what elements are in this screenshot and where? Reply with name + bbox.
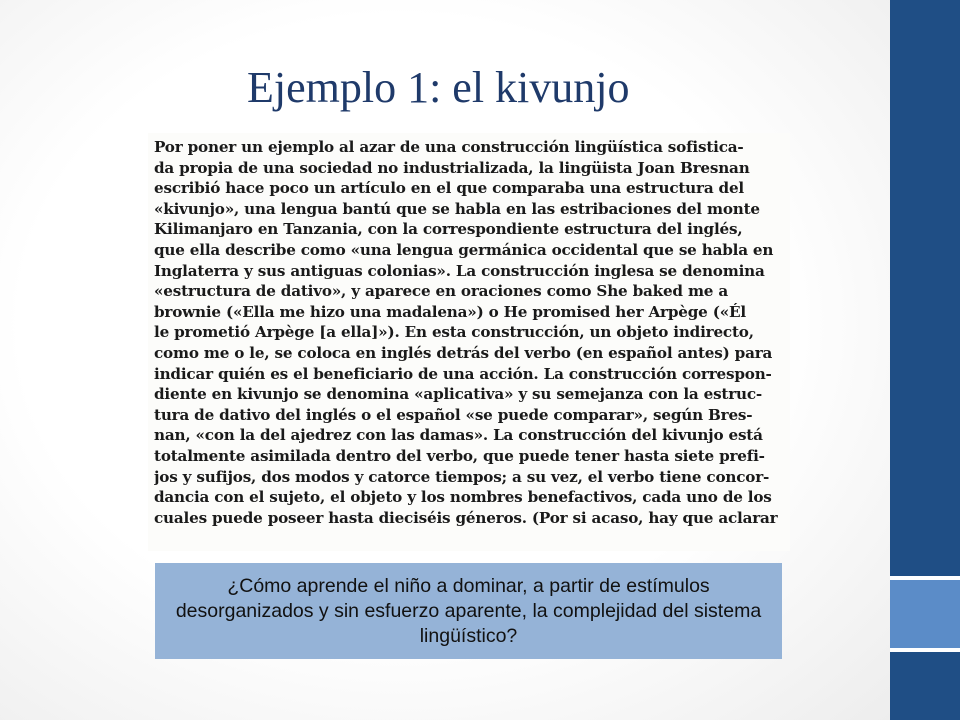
scan-line: como me o le, se coloca en inglés detrás del verbo (en español antes) para	[154, 343, 773, 362]
scan-line: Kilimanjaro en Tanzania, con la correspondiente estructura del inglés,	[154, 220, 743, 239]
scan-line: totalmente asimilada dentro del verbo, que puede tener hasta siete prefi-	[154, 446, 765, 465]
right-decorative-panel	[890, 0, 960, 720]
question-callout	[155, 563, 782, 659]
scan-line: diente en kivunjo se denomina «aplicativa» y su semejanza con la estruc-	[154, 385, 763, 404]
scanned-text-body	[154, 137, 782, 528]
scan-line: tura de dativo del inglés o el español «se puede comparar», según Bres-	[154, 405, 753, 424]
scan-line: indicar quién es el beneficiario de una acción. La construcción correspon-	[154, 364, 772, 383]
scan-line: que ella describe como «una lengua germánica occidental que se habla en	[154, 240, 774, 259]
scan-line: «kivunjo», una lengua bantú que se habla en las estribaciones del monte	[154, 199, 760, 218]
scan-line: dancia con el sujeto, el objeto y los nombres benefactivos, cada uno de los	[154, 488, 772, 507]
scan-line: da propia de una sociedad no industrializada, la lingüista Joan Bresnan	[154, 158, 750, 177]
scan-line: jos y sufijos, dos modos y catorce tiempos; a su vez, el verbo tiene concor-	[154, 467, 770, 486]
scan-line: nan, «con la del ajedrez con las damas». La construcción del kivunjo está	[154, 426, 763, 445]
scan-line: Inglaterra y sus antiguas colonias». La construcción inglesa se denomina	[154, 261, 765, 280]
scan-line: escribió hace poco un artículo en el que comparaba una estructura del	[154, 179, 744, 198]
scan-line: cuales puede poseer hasta dieciséis géneros. (Por si acaso, hay que aclarar	[154, 508, 778, 527]
slide-title: Ejemplo 1: el kivunjo	[247, 63, 630, 112]
scan-line: le prometió Arpège [a ella]»). En esta construcción, un objeto indirecto,	[154, 323, 754, 342]
scan-line: «estructura de dativo», y aparece en oraciones como She baked me a	[154, 282, 729, 301]
scan-line: Por poner un ejemplo al azar de una construcción lingüística sofistica-	[154, 138, 744, 156]
scan-line: brownie («Ella me hizo una madalena») o He promised her Arpège («Él	[154, 302, 746, 321]
scanned-text-image	[148, 133, 790, 551]
question-text: ¿Cómo aprende el niño a dominar, a partir de estímulos desorganizados y sin esfuerzo aparente, la complejidad del sistema lingüístico?	[175, 575, 762, 647]
panel-band-top	[890, 0, 960, 576]
panel-band-bottom	[890, 652, 960, 720]
panel-band-middle	[890, 580, 960, 648]
